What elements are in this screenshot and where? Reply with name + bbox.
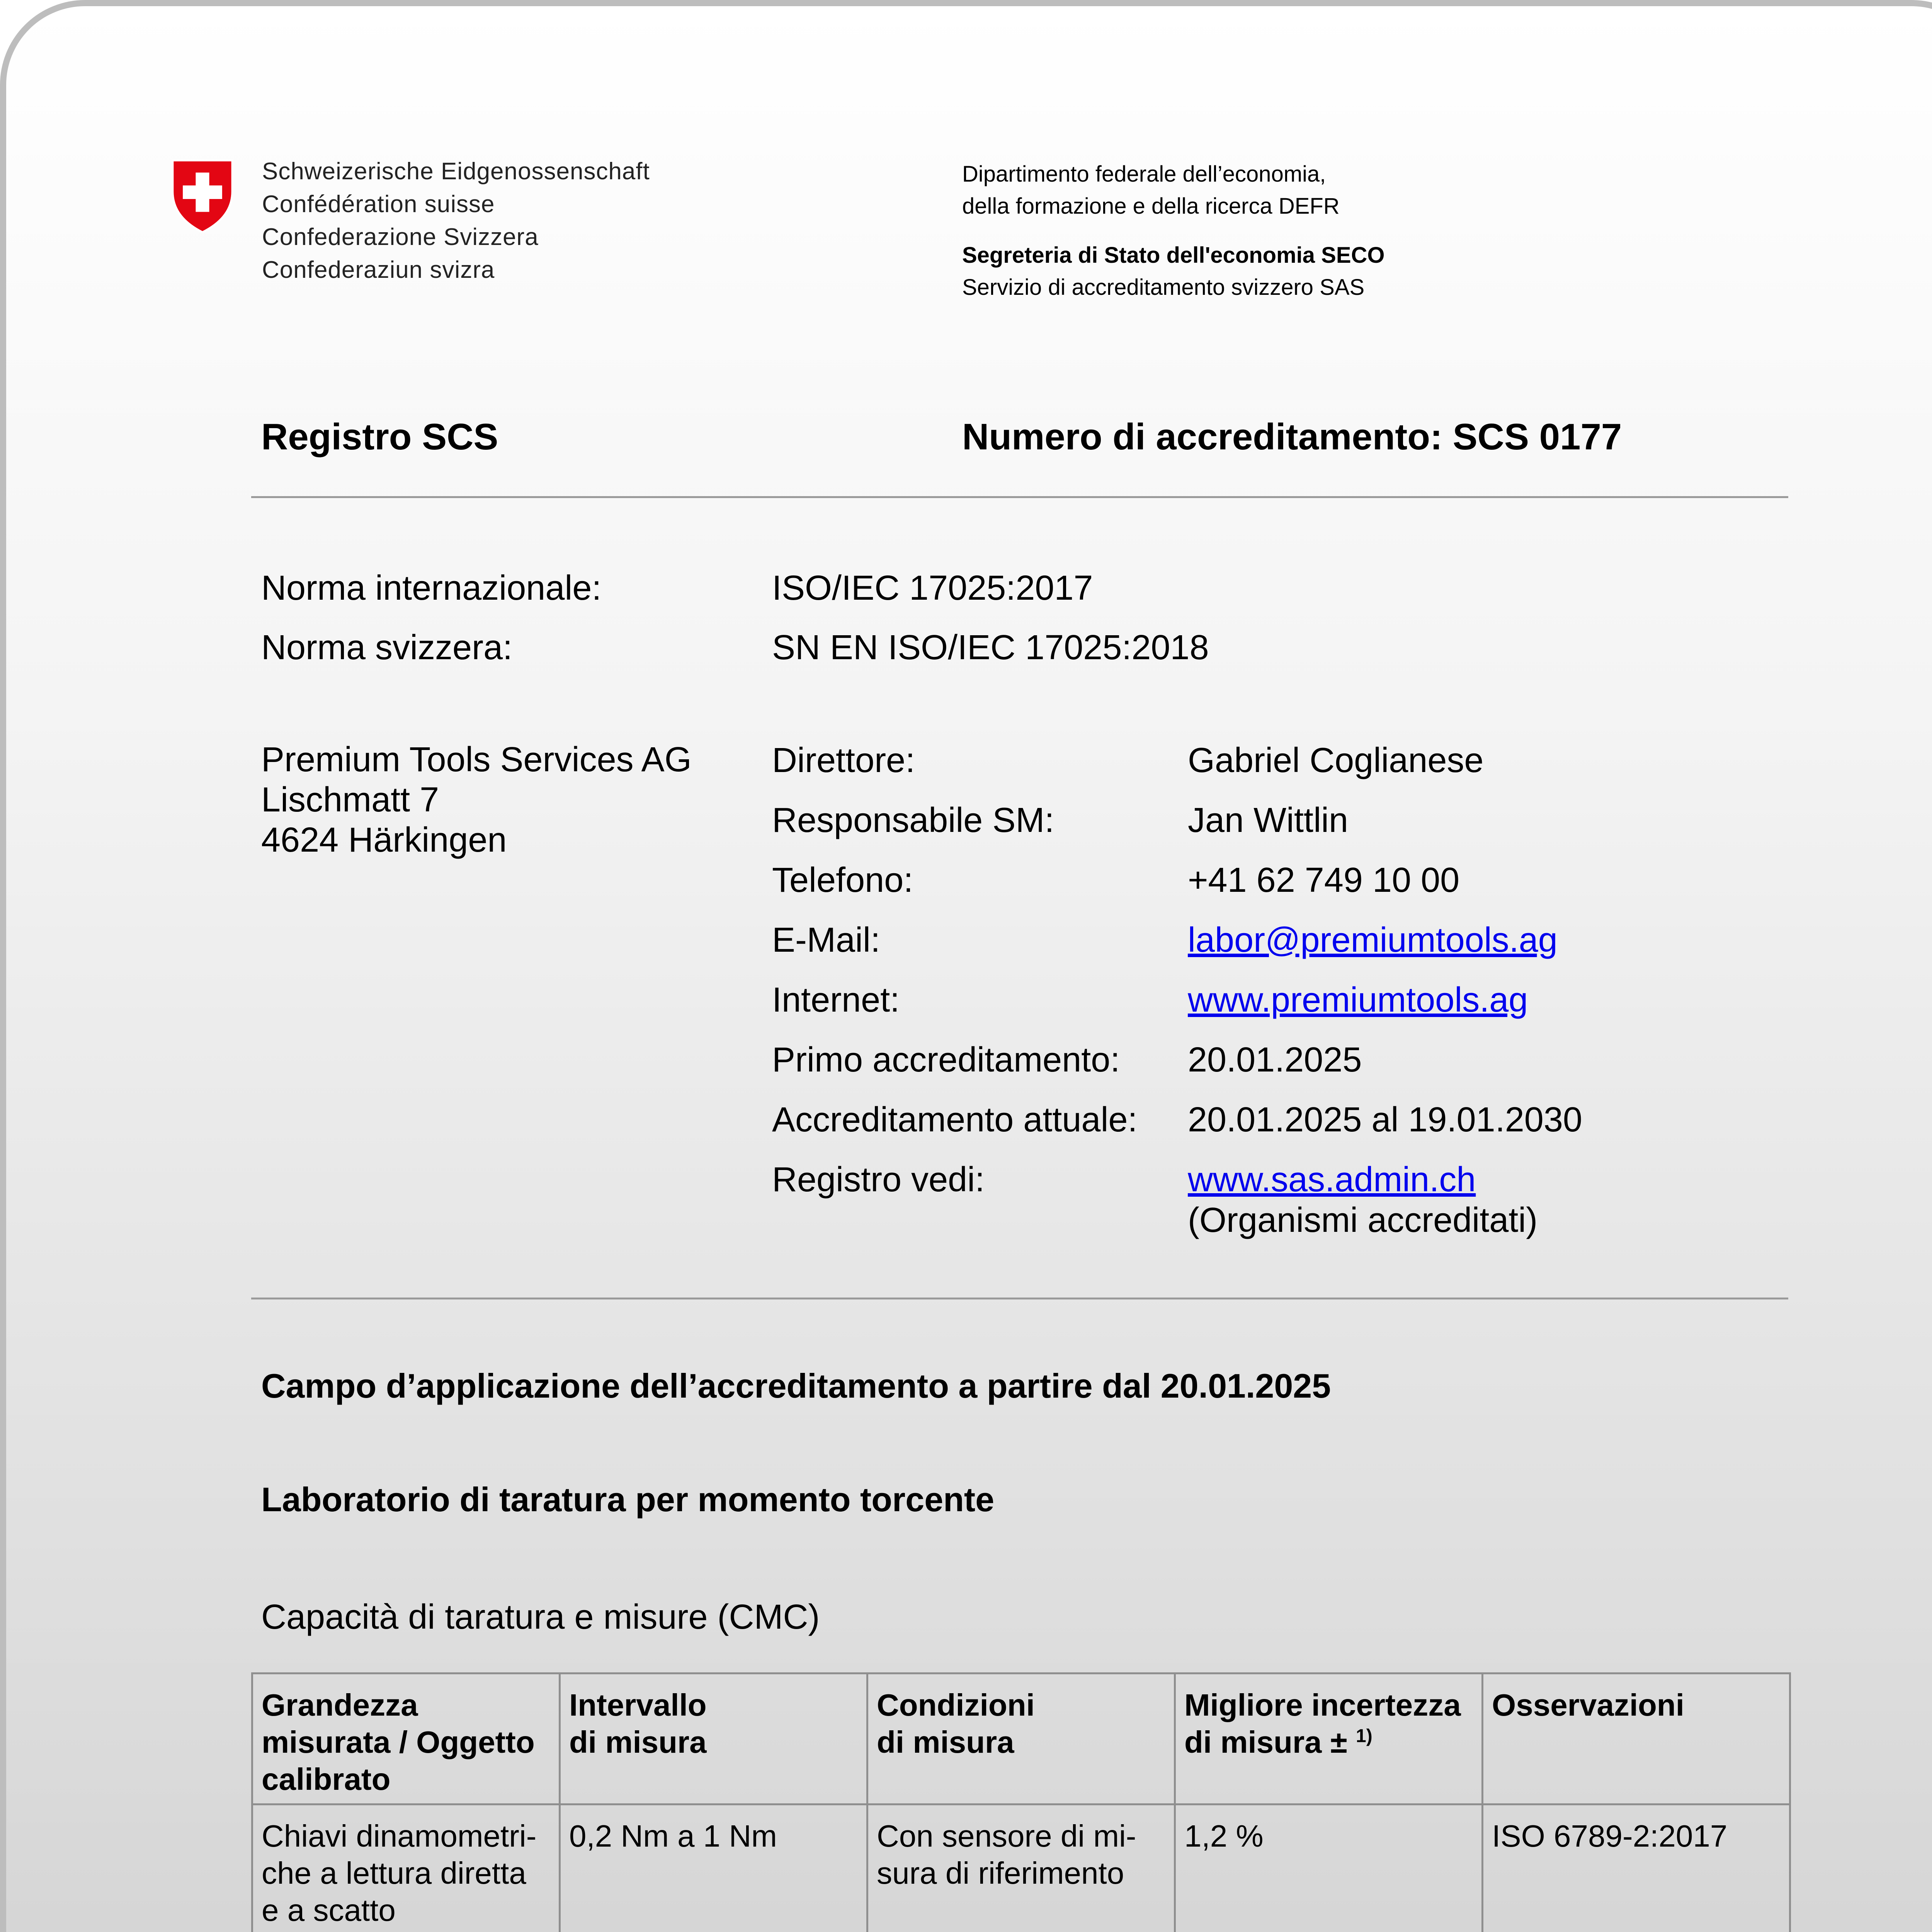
email-link[interactable]: labor@premiumtools.ag [1188, 921, 1558, 959]
swiss-standard-value: SN EN ISO/IEC 17025:2018 [772, 628, 1209, 667]
header-text: Osservazioni [1492, 1688, 1685, 1722]
swiss-standard-label: Norma svizzera: [261, 628, 513, 667]
department-line2: della formazione e della ricerca DEFR [962, 194, 1340, 219]
detail-label-internet: Internet: [772, 981, 900, 1019]
cell-best-uncertainty [1175, 1804, 1483, 1932]
detail-label-email: E-Mail: [772, 921, 881, 959]
cell-text: e a scatto [262, 1893, 396, 1927]
confederation-line-fr: Confédération suisse [262, 191, 495, 218]
detail-value-first-accreditation: 20.01.2025 [1188, 1041, 1362, 1079]
cell-remarks [1483, 1804, 1790, 1932]
swiss-coat-of-arms-icon [168, 158, 236, 235]
cmc-table [251, 1672, 1791, 1932]
detail-label-current-accreditation: Accreditamento attuale: [772, 1100, 1138, 1139]
website-link[interactable]: www.premiumtools.ag [1188, 981, 1528, 1019]
cell-text: Chiavi dinamometri- [262, 1819, 537, 1853]
header-measurement-conditions [867, 1673, 1175, 1804]
cell-text: 0,2 Nm a 1 Nm [569, 1819, 777, 1853]
lab-type: Laboratorio di taratura per momento torcente [261, 1480, 995, 1519]
header-best-uncertainty [1175, 1673, 1483, 1804]
header-text: Migliore incertezza [1184, 1688, 1461, 1722]
international-standard-label: Norma internazionale: [261, 569, 602, 607]
confederation-line-de: Schweizerische Eidgenossenschaft [262, 158, 650, 185]
detail-label-director: Direttore: [772, 741, 915, 780]
detail-registry-note: (Organismi accreditati) [1188, 1201, 1538, 1240]
header-remarks [1483, 1673, 1790, 1804]
header-text: Grandezza [262, 1688, 418, 1722]
header-text: di misura [877, 1725, 1014, 1759]
cell-text: sura di riferimento [877, 1856, 1124, 1890]
header-text: Intervallo [569, 1688, 707, 1722]
organization-street: Lischmatt 7 [261, 781, 439, 819]
table-row [252, 1804, 1790, 1932]
cell-text: Con sensore di mi- [877, 1819, 1136, 1853]
cmc-title: Capacità di taratura e misure (CMC) [261, 1598, 820, 1636]
sas-registry-link[interactable]: www.sas.admin.ch [1188, 1160, 1476, 1199]
detail-label-registry: Registro vedi: [772, 1160, 985, 1199]
accreditation-number: Numero di accreditamento: SCS 0177 [962, 416, 1622, 457]
divider-middle [251, 1298, 1788, 1299]
detail-value-qm-manager: Jan Wittlin [1188, 801, 1349, 840]
confederation-line-rm: Confederaziun svizra [262, 257, 495, 283]
department-block [962, 158, 1385, 303]
organization-city: 4624 Härkingen [261, 821, 507, 859]
header-measurement-range [560, 1673, 867, 1804]
scope-heading: Campo d’applicazione dell’accreditamento a partire dal 20.01.2025 [261, 1367, 1331, 1405]
international-standard-value: ISO/IEC 17025:2017 [772, 569, 1093, 607]
cell-text: ISO 6789-2:2017 [1492, 1819, 1728, 1853]
detail-label-first-accreditation: Primo accreditamento: [772, 1041, 1120, 1079]
detail-value-phone: +41 62 749 10 00 [1188, 861, 1460, 900]
registry-title: Registro SCS [261, 416, 498, 457]
confederation-line-it: Confederazione Svizzera [262, 224, 539, 250]
table-header-row [252, 1673, 1790, 1804]
detail-label-phone: Telefono: [772, 861, 913, 900]
header-text: calibrato [262, 1762, 391, 1796]
organization-address [261, 740, 692, 860]
department-line1: Dipartimento federale dell’economia, [962, 162, 1326, 187]
divider-top [251, 496, 1788, 498]
cell-text: che a lettura diretta [262, 1856, 526, 1890]
header-text: Condizioni [877, 1688, 1035, 1722]
header-text: di misura ± [1184, 1725, 1347, 1759]
cell-measurement-range [560, 1804, 867, 1932]
service: Servizio di accreditamento svizzero SAS [962, 275, 1365, 300]
organization-name: Premium Tools Services AG [261, 740, 692, 779]
cell-measurement-conditions [867, 1804, 1175, 1932]
footnote-mark: 1) [1356, 1726, 1372, 1747]
confederation-name [262, 155, 650, 286]
detail-label-qm-manager: Responsabile SM: [772, 801, 1054, 840]
header-text: misurata / Oggetto [262, 1725, 535, 1759]
header-text: di misura [569, 1725, 707, 1759]
header-measured-quantity [252, 1673, 560, 1804]
cell-measured-quantity [252, 1804, 560, 1932]
detail-value-current-accreditation: 20.01.2025 al 19.01.2030 [1188, 1100, 1582, 1139]
cell-text: 1,2 % [1184, 1819, 1264, 1853]
detail-value-director: Gabriel Coglianese [1188, 741, 1484, 780]
secretariat: Segreteria di Stato dell'economia SECO [962, 243, 1385, 268]
